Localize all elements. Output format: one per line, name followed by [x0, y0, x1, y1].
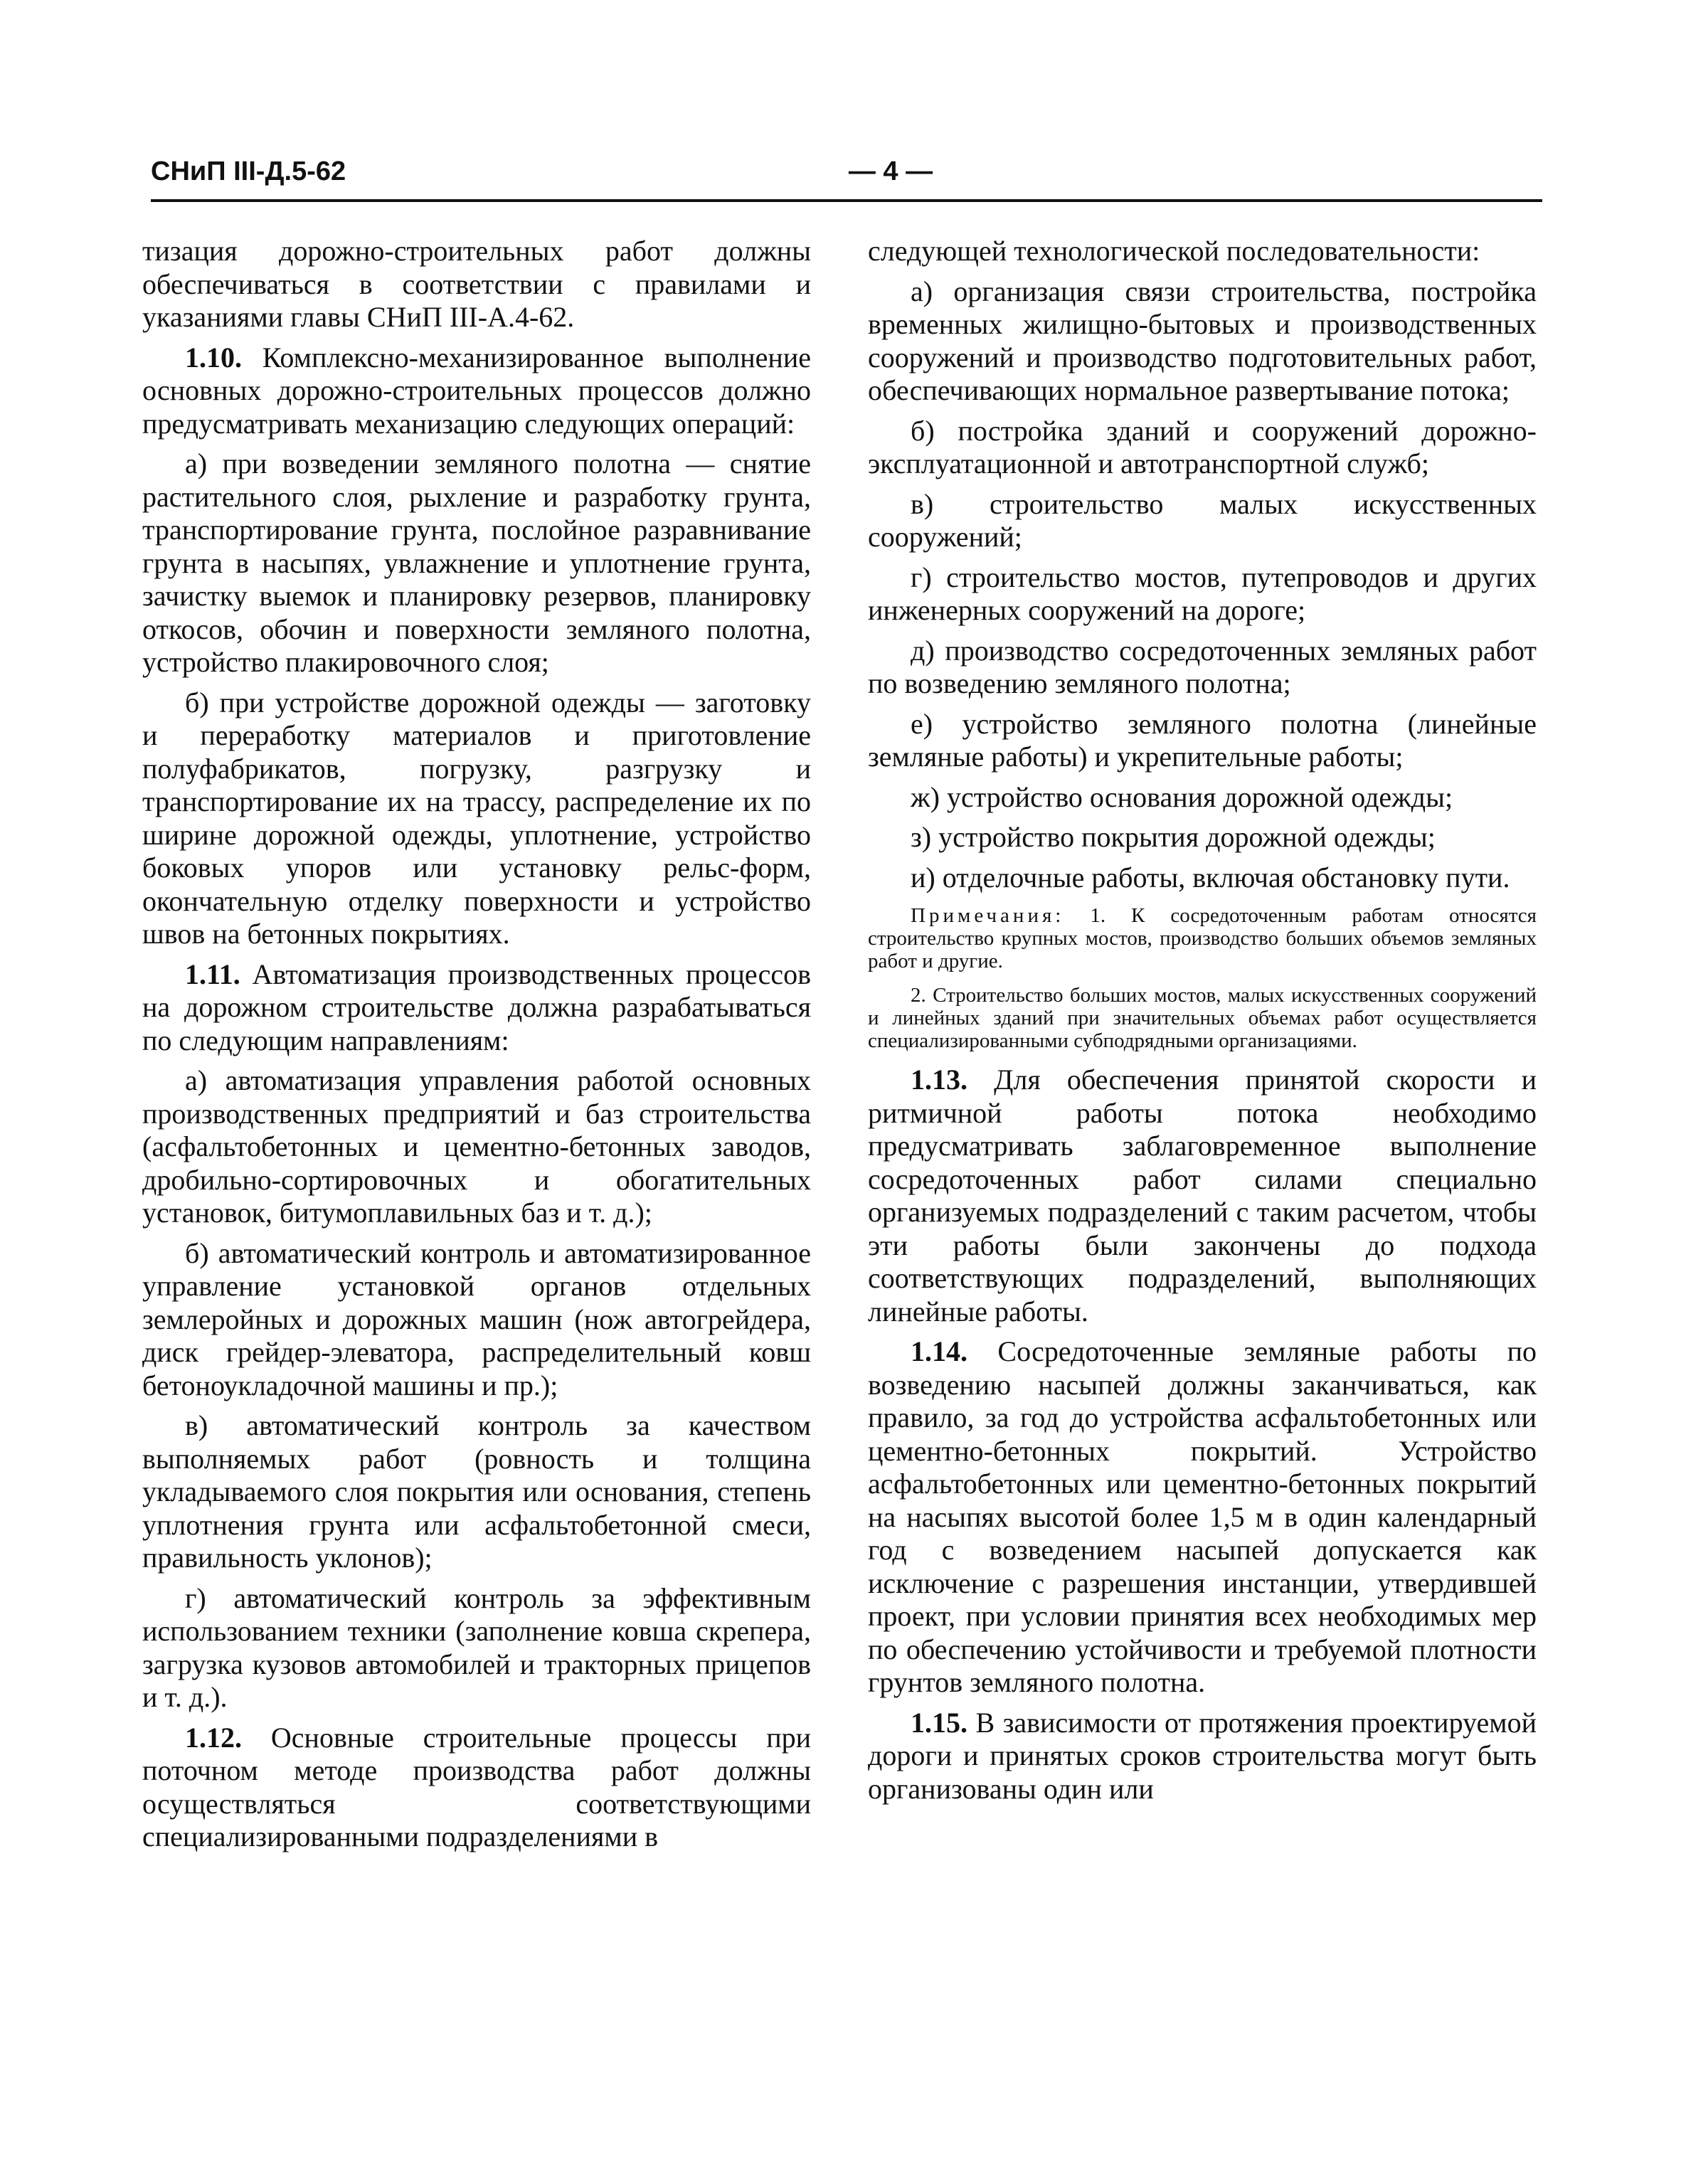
- paragraph-text: Сосредоточенные земляные работы по возведению насыпей должны заканчиваться, как правило, за год до устройства асфальтобетонных или цементно-бетонных покрытий. Устройство асфальтобетонных или цементно-бетонных покрытий на насыпях высотой более 1,5 м в один календарный год с возведением насыпей допускается как исключение с разрешения инстанции, утвердившей проект, при условии принятия всех необходимых мер по обеспечению устойчивости и требуемой плотности грунтов земляного полотна.: [868, 1335, 1537, 1698]
- paragraph-1-12: [142, 1722, 811, 1854]
- left-column: [142, 235, 811, 1861]
- list-item: д) производство сосредоточенных земляных работ по возведению земляного полотна;: [868, 634, 1537, 699]
- list-item: г) строительство мостов, путепроводов и других инженерных сооружений на дороге;: [868, 561, 1537, 626]
- list-item: г) автоматический контроль за эффективным использованием техники (заполнение ковша скрепера, загрузка кузовов автомобилей и тракторных прицепов и т. д.).: [142, 1581, 811, 1713]
- paragraph-text: Для обеспечения принятой скорости и ритмичной работы потока необходимо предусматривать заблаговременное выполнение сосредоточенных работ силами специально организуемых подразделений с таким расчетом, чтобы эти работы были закончены до подхода соответствующих подразделений, выполняющих линейные работы.: [868, 1064, 1537, 1327]
- paragraph-1-15: [868, 1707, 1537, 1806]
- list-item: и) отделочные работы, включая обстановку пути.: [911, 861, 1510, 894]
- list-item: з) устройство покрытия дорожной одежды;: [911, 821, 1436, 853]
- list-item: в) автоматический контроль за качеством выполняемых работ (ровность и толщина укладываемого слоя покрытия или основания, степень уплотнения грунта или асфальтобетонной смеси, правильность уклонов);: [142, 1409, 811, 1574]
- paragraph-text: Автоматизация производственных процессов на дорожном строительстве должна разрабатываться по следующим направлениям:: [142, 958, 811, 1056]
- note: 2. Строительство больших мостов, малых искусственных сооружений и линейных зданий при значительных объемах работ осуществляется специализированными субподрядными организациями.: [868, 984, 1537, 1052]
- section-number: 1.12.: [185, 1721, 242, 1754]
- paragraph-1-10: [142, 341, 811, 441]
- page-header: [151, 154, 1542, 189]
- list-item: а) автоматизация управления работой основных производственных предприятий и баз строительства (асфальтобетонных и цементно-бетонных заводов, дробильно-сортировочных и обогатительных установок, битумоплавильных баз и т. д.);: [142, 1064, 811, 1229]
- section-number: 1.14.: [911, 1335, 967, 1367]
- list-item: в) строительство малых искусственных сооружений;: [868, 487, 1537, 553]
- section-number: 1.11.: [185, 958, 240, 990]
- list-item: е) устройство земляного полотна (линейные земляные работы) и укрепительные работы;: [868, 707, 1537, 773]
- paragraph: тизация дорожно-строительных работ должны обеспечиваться в соответствии с правилами и указаниями главы СНиП III-А.4-62.: [142, 235, 811, 333]
- section-number: 1.10.: [185, 341, 242, 373]
- list-item: ж) устройство основания дорожной одежды;: [911, 780, 1453, 813]
- note-label: Примечания:: [911, 904, 1065, 927]
- list-item: б) при устройстве дорожной одежды — заготовку и переработку материалов и приготовление полуфабрикатов, погрузку, разгрузку и транспортирование их на трассу, распределение их по ширине дорожной одежды, уплотнение, устройство боковых упоров или установку рельс-форм, окончательную отделку поверхности и устройство швов на бетонных покрытиях.: [142, 686, 811, 950]
- section-number: 1.15.: [911, 1706, 967, 1739]
- paragraph-text: Комплексно-механизированное выполнение основных дорожно-строительных процессов должно предусматривать механизацию следующих операций:: [142, 341, 811, 440]
- paragraph-text: Основные строительные процессы при поточном методе производства работ должны осуществляться соответствующими специализированными подразделениями в: [142, 1721, 811, 1852]
- header-rule: [151, 199, 1542, 202]
- list-item: б) автоматический контроль и автоматизированное управление установкой органов отдельных землеройных и дорожных машин (нож автогрейдера, диск грейдер-элеватора, распределительный ковш бетоноукладочной машины и пр.);: [142, 1236, 811, 1401]
- list-item: а) организация связи строительства, постройка временных жилищно-бытовых и производственных сооружений и производство подготовительных работ, обеспечивающих нормальное развертывание потока;: [868, 275, 1537, 406]
- document-code: СНиП III-Д.5-62: [151, 157, 346, 186]
- page-number: — 4 —: [848, 157, 933, 186]
- section-number: 1.13.: [911, 1064, 967, 1096]
- right-column: [868, 235, 1537, 1813]
- paragraph-1-14: [868, 1335, 1537, 1700]
- list-item: а) при возведении земляного полотна — снятие растительного слоя, рыхление и разработку грунта, транспортирование грунта, послойное разравнивание грунта в насыпях, увлажнение и уплотнение грунта, зачистку выемок и планировку резервов, планировку откосов, обочин и поверхности земляного полотна, устройство плакировочного слоя;: [142, 447, 811, 678]
- paragraph-1-13: [868, 1064, 1537, 1328]
- paragraph: следующей технологической последовательности:: [868, 235, 1480, 267]
- paragraph-text: В зависимости от протяжения проектируемой дороги и принятых сроков строительства могут быть организованы один или: [868, 1706, 1537, 1805]
- note-text: 1. К сосредоточенным работам относятся строительство крупных мостов, производство больших объемов земляных работ и другие.: [868, 904, 1537, 972]
- paragraph-1-11: [142, 958, 811, 1058]
- list-item: б) постройка зданий и сооружений дорожно-эксплуатационной и автотранспортной служб;: [868, 414, 1537, 479]
- note: [868, 904, 1537, 972]
